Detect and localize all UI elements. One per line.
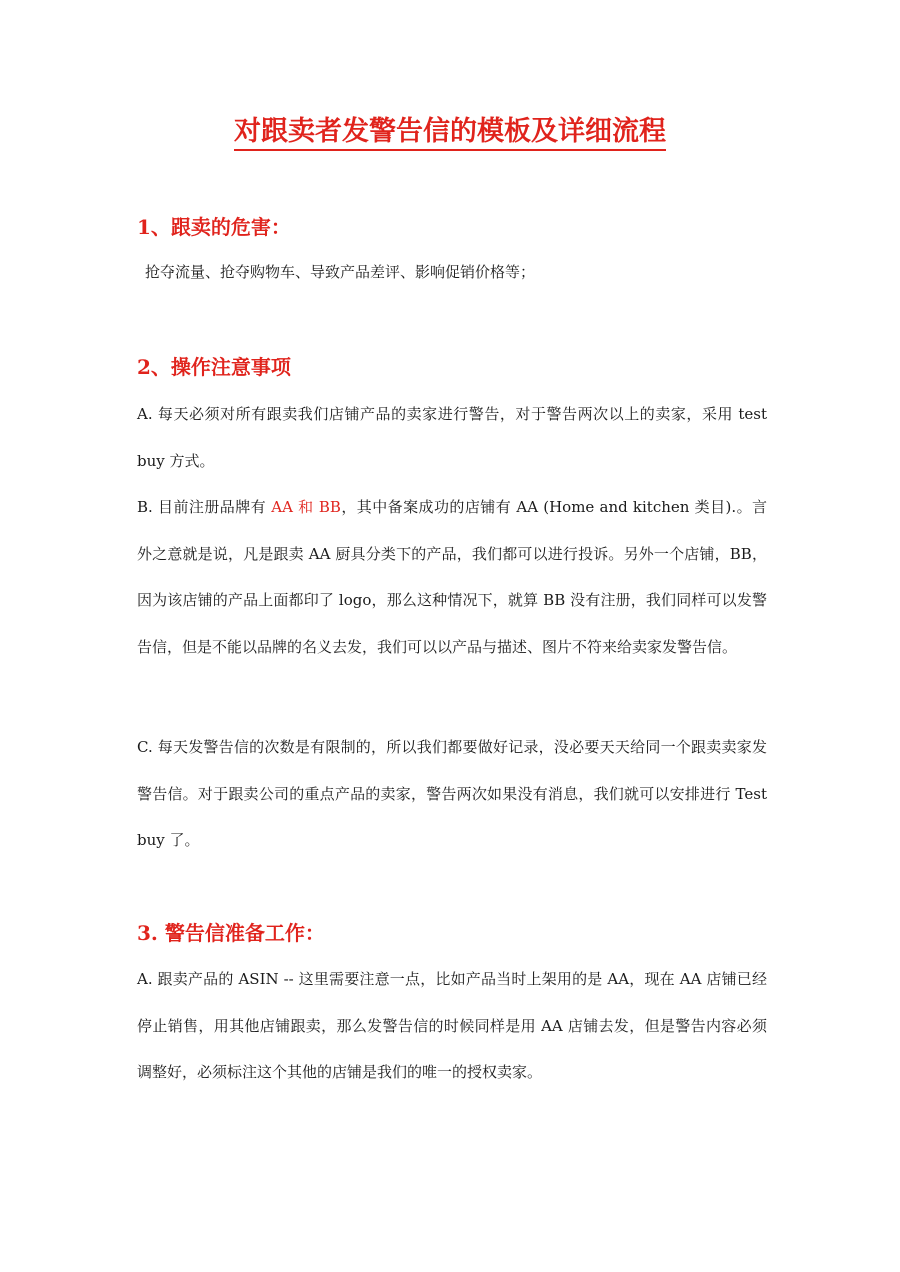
section-2-item-c: C. 每天发警告信的次数是有限制的，所以我们都要做好记录，没必要天天给同一个跟卖卖家发警告信。对于跟卖公司的重点产品的卖家，警告两次如果没有消息，我们就可以安排进行 Test buy 了。 [137,738,767,849]
registered-brands: AA 和 BB [271,498,341,516]
document-title [0,112,900,152]
section-2-item-b [137,484,767,670]
section-1-heading: 1、跟卖的危害： [137,215,291,239]
section-3-heading: 3. 警告信准备工作： [137,921,325,945]
section-2-item-a: A. 每天必须对所有跟卖我们店铺产品的卖家进行警告，对于警告两次以上的卖家，采用 test buy 方式。 [137,405,767,470]
section-2-item-b-body: ，其中备案成功的店铺有 AA (Home and kitchen 类目).。言外之意就是说，凡是跟卖 AA 厨具分类下的产品，我们都可以进行投诉。另外一个店铺，BB，因为该店铺的产品上面都印了 logo，那么这种情况下，就算 BB 没有注册，我们同样可以发警告信，但是不能以品牌的名义去发，我们可以以产品与描述、图片不符来给卖家发警告信。 [137,498,768,656]
section-1-text: 抢夺流量、抢夺购物车、导致产品差评、影响促销价格等； [145,263,536,281]
document-title-text: 对跟卖者发警告信的模板及详细流程 [234,116,666,151]
section-2-heading: 2、操作注意事项 [137,355,291,379]
section-3-item-a: A. 跟卖产品的 ASIN -- 这里需要注意一点，比如产品当时上架用的是 AA，现在 AA 店铺已经停止销售，用其他店铺跟卖，那么发警告信的时候同样是用 AA 店铺去发，但是警告内容必须调整好，必须标注这个其他的店铺是我们的唯一的授权卖家。 [137,970,767,1081]
section-2-item-b-prefix: B. 目前注册品牌有 [137,498,272,516]
